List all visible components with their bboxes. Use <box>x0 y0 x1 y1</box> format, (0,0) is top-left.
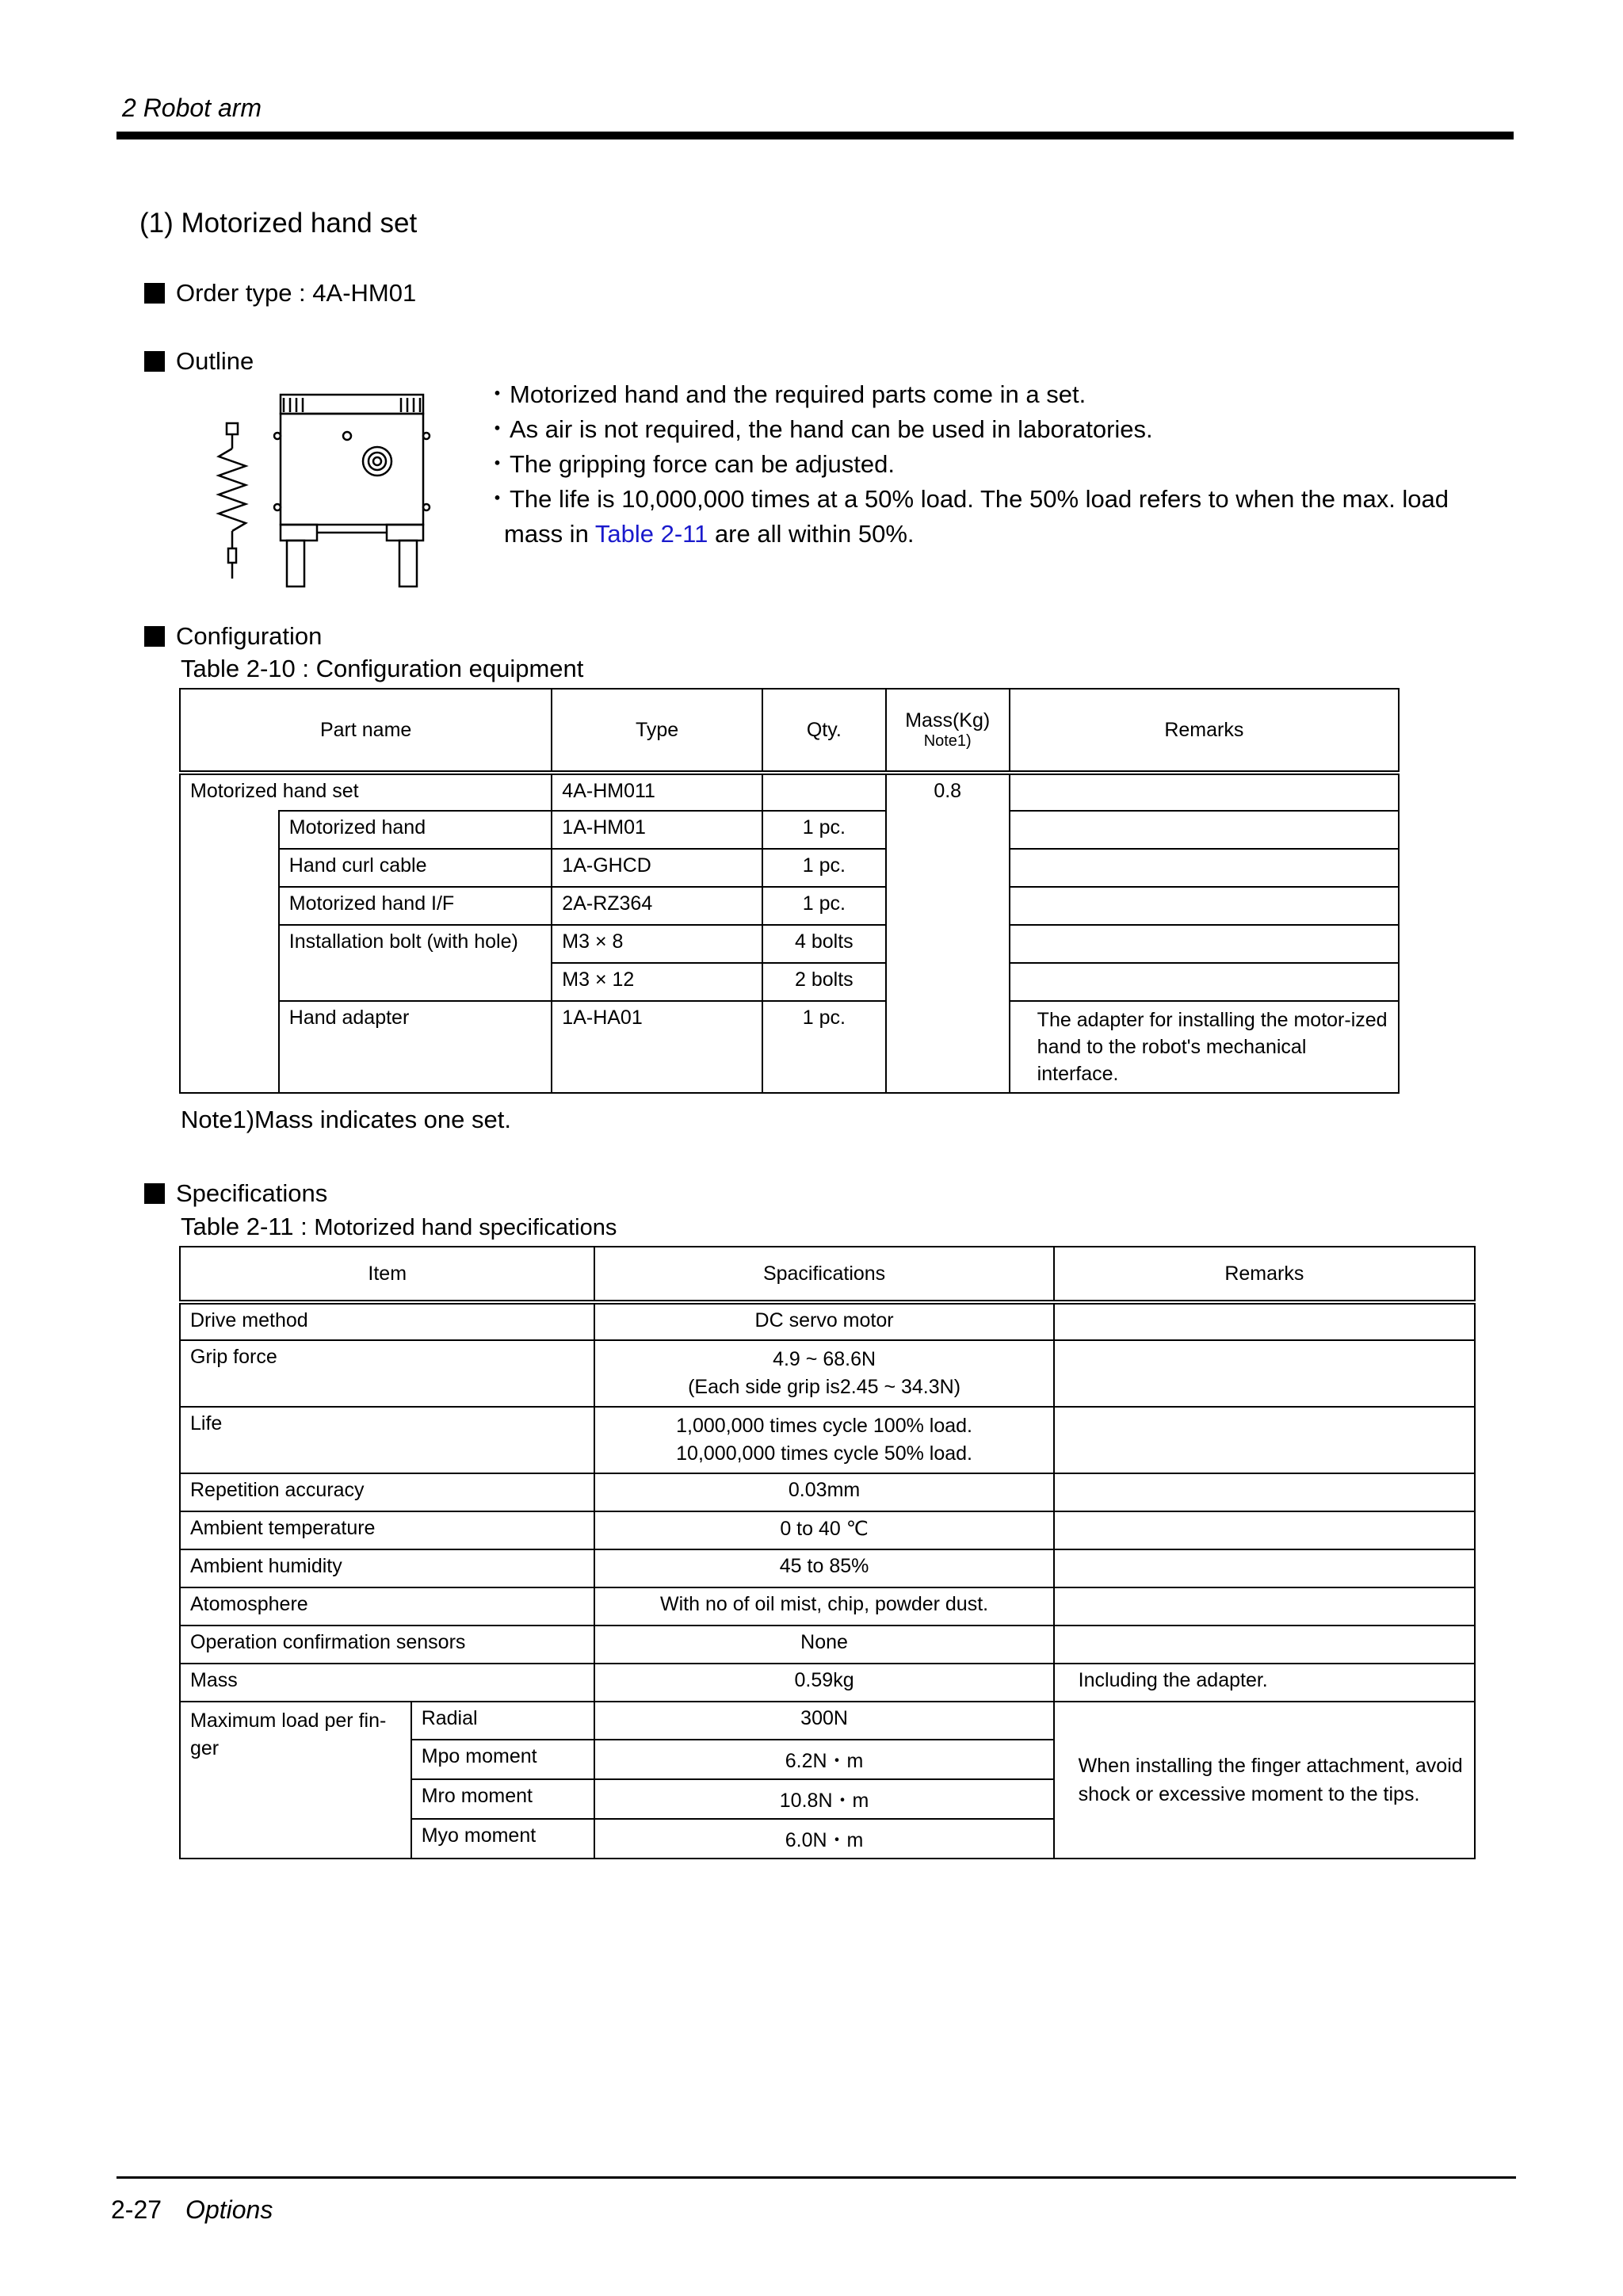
table-row: Mpo moment 6.2N・m <box>180 1740 1475 1779</box>
square-bullet-icon <box>144 626 165 647</box>
table-row: Mass 0.59kg Including the adapter. <box>180 1664 1475 1702</box>
table-row: Atomosphere With no of oil mist, chip, powder dust. <box>180 1587 1475 1626</box>
outline-bullets <box>485 377 1491 552</box>
table-row: Motorized hand I/F 2A-RZ364 1 pc. <box>180 887 1399 925</box>
table-row: Hand adapter 1A-HA01 1 pc. The adapter for installing the motor-ized hand to the robot's mechanical interface. <box>180 1001 1399 1093</box>
outline-bullet: ・The gripping force can be adjusted. <box>485 450 895 478</box>
col-qty: Qty. <box>762 689 886 773</box>
col-item: Item <box>180 1247 594 1302</box>
col-part-name: Part name <box>180 689 552 773</box>
table-row: Maximum load per fin-ger Radial 300N When installing the finger attachment, avoid shock or excessive moment to the tips. <box>180 1702 1475 1740</box>
table-row: Motorized hand 1A-HM01 1 pc. <box>180 811 1399 849</box>
table-row: Installation bolt (with hole) M3 × 8 4 bolts <box>180 925 1399 963</box>
footer <box>111 2195 273 2225</box>
running-header: 2 Robot arm <box>122 94 262 122</box>
col-type: Type <box>552 689 762 773</box>
table-row: Mro moment 10.8N・m <box>180 1779 1475 1819</box>
col-mass: Mass(Kg) Note1) <box>886 689 1010 773</box>
table-row: Ambient temperature 0 to 40 ℃ <box>180 1511 1475 1549</box>
square-bullet-icon <box>144 283 165 304</box>
table-row: Ambient humidity 45 to 85% <box>180 1549 1475 1587</box>
outline-label: Outline <box>144 347 254 376</box>
table-header-row <box>180 689 1399 773</box>
table-row: Grip force 4.9 ~ 68.6N (Each side grip is2.45 ~ 34.3N) <box>180 1340 1475 1407</box>
section-title: (1) Motorized hand set <box>139 208 418 239</box>
table-row: Life 1,000,000 times cycle 100% load. 10,000,000 times cycle 50% load. <box>180 1407 1475 1473</box>
outline-bullet: ・Motorized hand and the required parts come in a set. <box>485 380 1086 408</box>
col-spec: Spacifications <box>594 1247 1053 1302</box>
footer-section: Options <box>185 2195 273 2224</box>
mass-note: Note1)Mass indicates one set. <box>181 1106 511 1133</box>
specifications-label: Specifications <box>144 1179 327 1208</box>
table-2-11-link[interactable]: Table 2-11 <box>594 520 708 548</box>
outline-bullet: ・The life is 10,000,000 times at a 50% load. The 50% load refers to when the max. load mass in Table 2-11 are all within 50%. <box>485 485 1449 548</box>
table-row: M3 × 12 2 bolts <box>180 963 1399 1001</box>
order-type-label: Order type : 4A-HM01 <box>144 279 416 308</box>
table-header-row <box>180 1247 1475 1302</box>
table-row: Myo moment 6.0N・m <box>180 1819 1475 1859</box>
col-remarks: Remarks <box>1010 689 1399 773</box>
page-number: 2-27 <box>111 2195 162 2224</box>
configuration-table <box>179 688 1400 1094</box>
square-bullet-icon <box>144 1183 165 1204</box>
square-bullet-icon <box>144 351 165 372</box>
configuration-label: Configuration <box>144 622 322 651</box>
specifications-table <box>179 1246 1476 1859</box>
table-row: Hand curl cable 1A-GHCD 1 pc. <box>180 849 1399 887</box>
table-2-10-caption: Table 2-10 : Configuration equipment <box>181 655 584 682</box>
table-row: Motorized hand set 4A-HM011 0.8 <box>180 773 1399 811</box>
table-row: Drive method DC servo motor <box>180 1302 1475 1340</box>
header-rule <box>116 132 1514 139</box>
table-row: Operation confirmation sensors None <box>180 1626 1475 1664</box>
footer-rule <box>116 2176 1516 2179</box>
motorized-hand-illustration <box>208 388 437 594</box>
col-remarks: Remarks <box>1054 1247 1475 1302</box>
table-row: Repetition accuracy 0.03mm <box>180 1473 1475 1511</box>
table-2-11-caption: Table 2-11 : Motorized hand specifications <box>181 1213 617 1240</box>
outline-bullet: ・As air is not required, the hand can be used in laboratories. <box>485 415 1153 443</box>
